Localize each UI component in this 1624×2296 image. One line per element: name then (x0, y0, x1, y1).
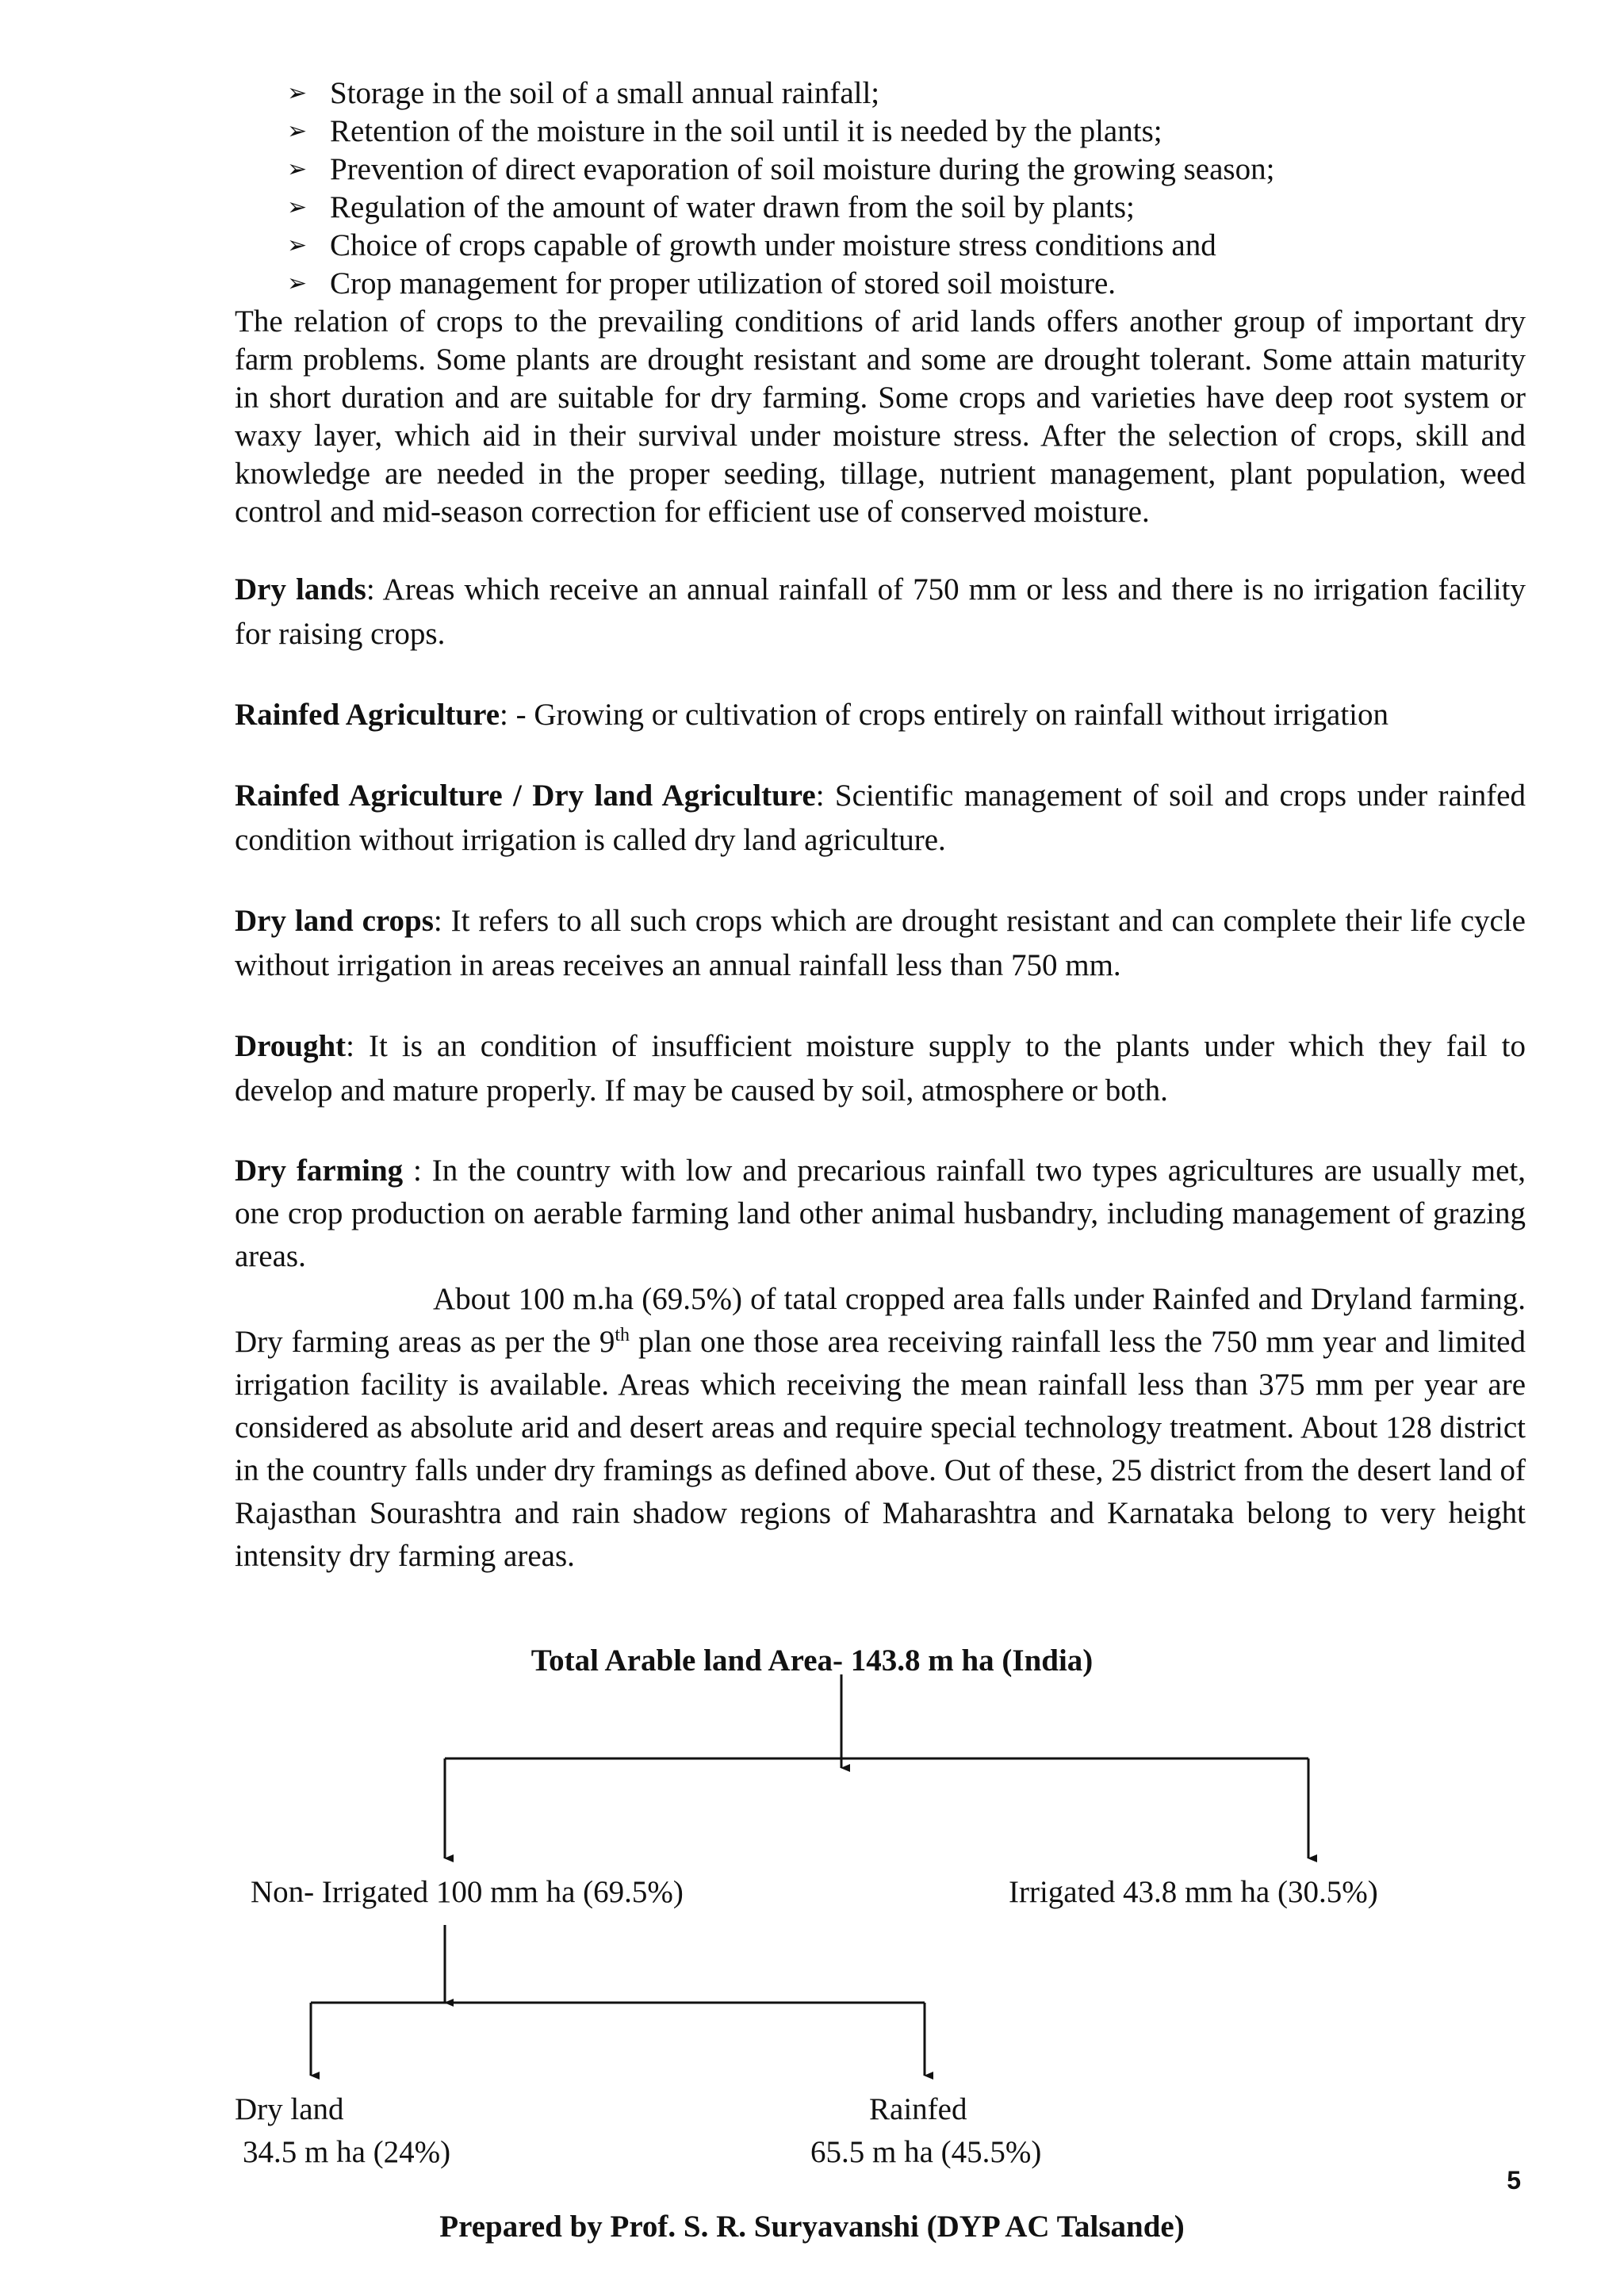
page-number: 5 (1507, 2166, 1521, 2195)
arrow-bullet-icon: ➢ (287, 155, 308, 183)
node-irrigated: Irrigated 43.8 mm ha (30.5%) (1009, 1875, 1378, 1909)
definition-text: : - Growing or cultivation of crops entirely on rainfall without irrigation (500, 698, 1388, 732)
intro-paragraph: The relation of crops to the prevailing conditions of arid lands offers another group of important dry farm problems. Some plants are drought resistant and some are drought tolerant. Some attain maturity in short duration and are suitable for dry farming. Some crops and varieties have deep root system or waxy layer, which aid in their survival under moisture stress. After the selection of crops, skill and knowledge are needed in the proper seeding, tillage, nutrient management, plant population, weed control and mid-season correction for efficient use of conserved moisture. (235, 304, 1526, 529)
definition-term: Dry land crops (235, 904, 434, 938)
definition-text: : It refers to all such crops which are drought resistant and can complete their life cycle without irrigation in areas receives an annual rainfall less than 750 mm. (235, 904, 1526, 982)
definition-text: : Areas which receive an annual rainfall of 750 mm or less and there is no irrigation facility for raising crops. (235, 572, 1526, 651)
definition-text: : In the country with low and precarious rainfall two types agricultures are usually met, one crop production on aerable farming land other animal husbandry, including management of grazing areas. (235, 1154, 1526, 1273)
dry-farming-statistics-paragraph: About 100 m.ha (69.5%) of tatal cropped area falls under Rainfed and Dryland farming. Dry farming areas as per the 9th plan one those area receiving rainfall less the 750 mm year and limited irrigation facility is available. Areas which receiving the mean rainfall less than 375 mm per year are considered as absolute arid and desert areas and require special technology treatment. About 128 district in the country falls under dry framings as defined above. Out of these, 25 district from the desert land of Rajasthan Sourashtra and rain shadow regions of Maharashtra and Karnataka belong to very height intensity dry farming areas. (235, 1282, 1526, 1573)
definition-term: Rainfed Agriculture / Dry land Agriculture (235, 779, 816, 813)
definition-term: Rainfed Agriculture (235, 698, 500, 732)
arrow-bullet-icon: ➢ (287, 232, 308, 259)
definition-term: Dry lands (235, 572, 366, 607)
definition-text: : It is an condition of insufficient moisture supply to the plants under which they fail to develop and mature properly. If may be caused by soil, atmosphere or both. (235, 1029, 1526, 1108)
list-item: ➢ Storage in the soil of a small annual rainfall; (287, 75, 1526, 113)
list-item: ➢ Crop management for proper utilization of stored soil moisture. (287, 265, 1526, 303)
definition-text: : Scientific management of soil and crops under rainfed condition without irrigation is called dry land agriculture. (235, 779, 1526, 857)
list-item: ➢ Choice of crops capable of growth under moisture stress conditions and (287, 227, 1526, 265)
definition-term: Dry farming (235, 1154, 404, 1188)
arrow-bullet-icon: ➢ (287, 270, 308, 297)
arrow-bullet-icon: ➢ (287, 79, 308, 107)
list-item: ➢ Retention of the moisture in the soil until it is needed by the plants; (287, 113, 1526, 151)
node-non-irrigated: Non- Irrigated 100 mm ha (69.5%) (251, 1875, 684, 1909)
node-rainfed-value: 65.5 m ha (45.5%) (810, 2135, 1042, 2169)
arrow-bullet-icon: ➢ (287, 117, 308, 145)
list-item: ➢ Prevention of direct evaporation of soil moisture during the growing season; (287, 151, 1526, 189)
footer-credit: Prepared by Prof. S. R. Suryavanshi (DYP AC Talsande) (439, 2210, 1185, 2244)
node-dry-land-value: 34.5 m ha (24%) (243, 2135, 451, 2169)
node-rainfed-name: Rainfed (869, 2092, 967, 2126)
node-dry-land-name: Dry land (235, 2092, 344, 2126)
diagram-title: Total Arable land Area- 143.8 m ha (India) (530, 1644, 1094, 1678)
arrow-bullet-icon: ➢ (287, 193, 308, 221)
definition-term: Drought (235, 1029, 347, 1063)
list-item: ➢ Regulation of the amount of water drawn from the soil by plants; (287, 189, 1526, 227)
